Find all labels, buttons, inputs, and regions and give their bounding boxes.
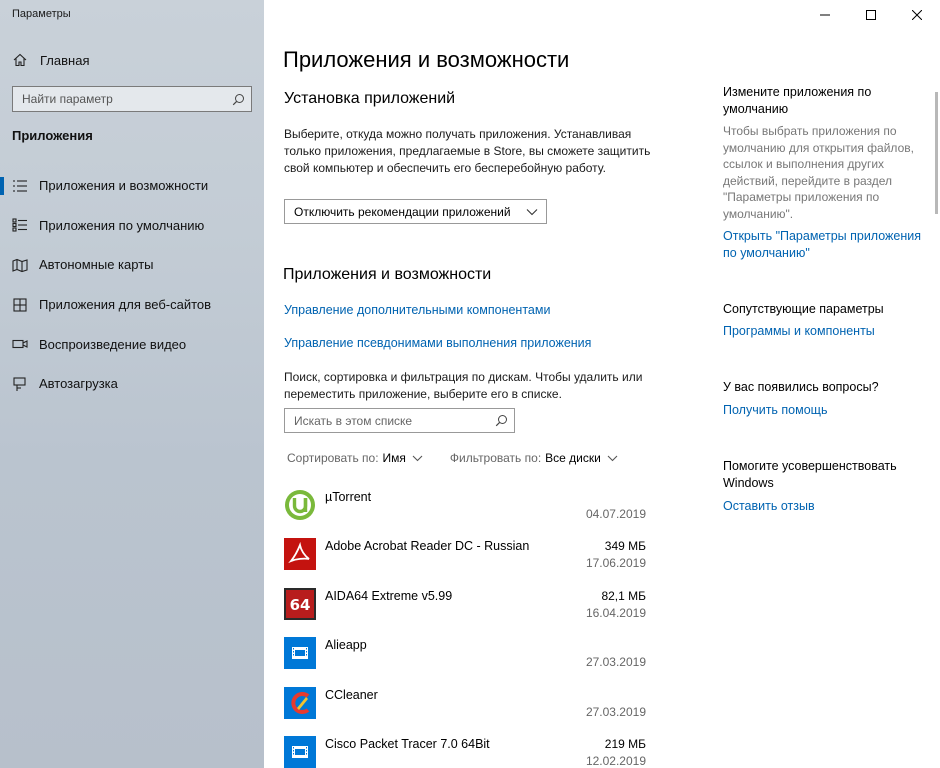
optional-features-link[interactable]: Управление дополнительными компонентами [284,303,551,317]
home-label: Главная [40,52,90,68]
sidebar-item-startup[interactable] [0,364,264,404]
sort-label: Сортировать по: [287,451,379,465]
features-heading: Приложения и возможности [283,266,492,283]
install-source-dropdown[interactable] [284,199,547,224]
sidebar-item-label: Автозагрузка [39,376,118,392]
maximize-button[interactable] [848,0,894,30]
filter-dropdown[interactable] [450,451,618,465]
startup-icon [12,376,28,392]
sidebar-item-offline-maps[interactable] [0,245,264,285]
web-apps-icon [12,297,28,313]
close-button[interactable] [894,0,940,30]
filter-value: Все диски [545,451,601,465]
maximize-icon [866,10,876,20]
sidebar-item-default-apps[interactable] [0,206,264,246]
chevron-down-icon [412,455,423,462]
sidebar-item-label: Автономные карты [39,257,154,273]
app-date: 12.02.2019 [585,753,646,768]
sidebar [0,0,264,768]
list-icon [12,178,28,194]
sidebar-item-apps-features[interactable] [0,166,264,206]
app-name: Adobe Acrobat Reader DC - Russian [325,539,530,554]
default-apps-text: Чтобы выбрать приложения по умолчанию для открытия файлов, ссылок и выполнения других действий, перейдите в раздел "Параметры приложения по умолчанию". [723,124,914,221]
app-name: AIDA64 Extreme v5.99 [325,588,453,603]
app-name: Cisco Packet Tracer 7.0 64Bit [325,736,490,751]
sidebar-item-label: Приложения по умолчанию [39,217,205,233]
default-apps-icon [12,217,28,233]
scrollbar[interactable] [935,92,938,214]
map-icon [12,257,28,273]
home-link[interactable] [12,50,89,70]
generic-app-icon [284,736,316,768]
chevron-down-icon [607,455,618,462]
app-size: 349 МБ [604,539,646,554]
acrobat-icon [284,538,316,570]
get-help-link[interactable]: Получить помощь [723,403,828,417]
app-search-placeholder: Искать в этом списке [294,413,413,428]
app-list-item[interactable] [284,630,646,679]
related-settings-heading: Сопутствующие параметры [723,302,884,316]
app-list-item[interactable] [284,581,646,630]
ccleaner-icon [284,687,316,719]
app-date: 17.06.2019 [585,556,646,571]
install-heading: Установка приложений [284,90,456,107]
sort-dropdown[interactable] [287,451,423,465]
help-heading: У вас появились вопросы? [723,380,879,394]
app-aliases-link[interactable]: Управление псевдонимами выполнения приложения [284,336,592,350]
app-list-item[interactable] [284,531,646,580]
search-icon [232,93,245,106]
app-date: 04.07.2019 [585,507,646,521]
app-name: µTorrent [325,490,372,504]
sidebar-item-label: Приложения и возможности [39,178,209,194]
window-title: Параметры [12,8,71,20]
minimize-button[interactable] [802,0,848,30]
home-icon [12,52,28,68]
sidebar-item-label: Воспроизведение видео [39,336,187,352]
feedback-link[interactable]: Оставить отзыв [723,499,815,513]
settings-search-placeholder: Найти параметр [22,92,113,106]
sort-filter-bar [287,451,618,465]
filter-label: Фильтровать по: [449,451,542,465]
app-date: 27.03.2019 [585,655,646,670]
features-description: Поиск, сортировка и фильтрация по дискам. Чтобы удалить или переместить приложение, выберите его в списке. [284,370,643,401]
chevron-down-icon [526,208,538,216]
app-list-item[interactable] [284,680,646,729]
sort-value: Имя [382,451,406,465]
app-date: 27.03.2019 [585,704,646,719]
app-name: CCleaner [325,687,378,702]
dropdown-value: Отключить рекомендации приложений [294,204,511,219]
page-title: Приложения и возможности [283,47,570,72]
feedback-heading: Помогите усовершенствовать Windows [723,459,897,490]
search-icon [495,414,508,427]
app-list-item[interactable] [284,482,646,531]
default-apps-heading: Измените приложения по умолчанию [723,85,872,116]
default-apps-link[interactable]: Открыть "Параметры приложения по умолчанию" [723,229,922,260]
sidebar-item-video-playback[interactable] [0,324,264,364]
app-name: Alieapp [325,638,367,653]
sidebar-nav [0,166,264,404]
install-description: Выберите, откуда можно получать приложения. Устанавливая только приложения, предлагаемые в Store, вы сможете защитить свой компьютер и обеспечить его бесперебойную работу. [284,127,651,175]
app-list-search-input[interactable] [284,408,515,433]
app-date: 16.04.2019 [585,605,646,620]
section-title: Приложения [12,128,93,143]
close-icon [912,10,922,20]
app-list-item[interactable] [284,729,646,768]
utorrent-icon [284,489,316,521]
app-size: 82,1 МБ [601,588,646,603]
app-size: 219 МБ [604,736,646,751]
minimize-icon [820,10,830,20]
settings-search-input[interactable] [12,86,252,112]
sidebar-item-web-apps[interactable] [0,285,264,325]
svg-text:64: 64 [289,595,311,614]
generic-app-icon [284,637,316,669]
video-icon [12,336,28,352]
app-list [284,482,646,768]
sidebar-item-label: Приложения для веб-сайтов [39,297,212,313]
aida64-icon [284,588,316,620]
programs-features-link[interactable]: Программы и компоненты [723,324,875,338]
